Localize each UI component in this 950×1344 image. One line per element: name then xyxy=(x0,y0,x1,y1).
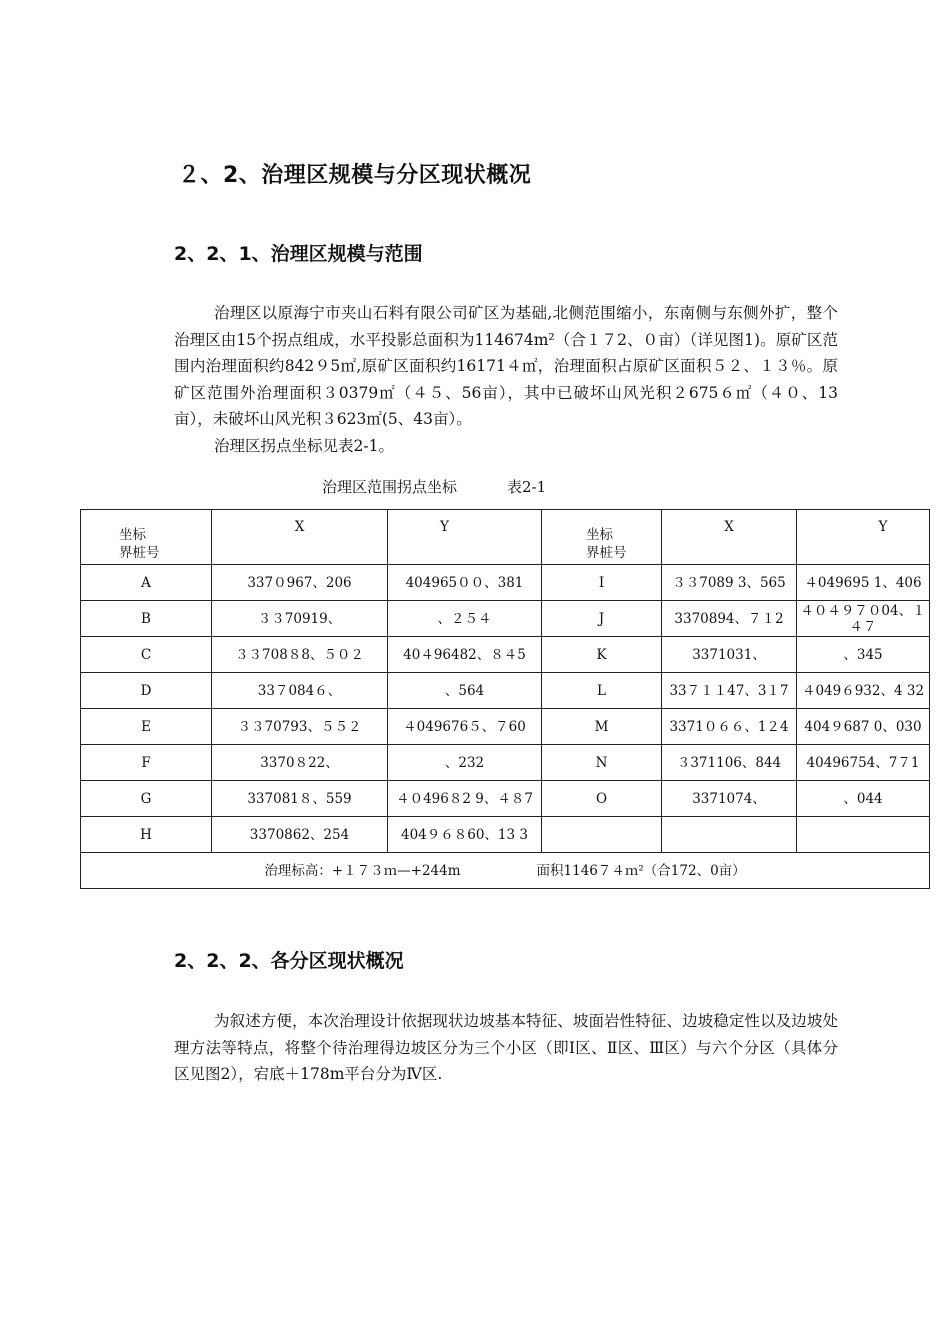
cell-x: ３３70919、 xyxy=(212,601,388,637)
cell-id-2: M xyxy=(542,709,662,745)
table-row xyxy=(81,565,930,601)
table-row xyxy=(81,781,930,817)
cell-x: 3370８22、 xyxy=(212,745,388,781)
cell-id-2: L xyxy=(542,673,662,709)
footer-area: 面积1146７４ｍ²（合172、0亩） xyxy=(536,862,746,879)
cell-id-2: I xyxy=(542,565,662,601)
cell-y-2: ４０４９７０04、１４７ xyxy=(797,601,930,637)
cell-y: 、232 xyxy=(388,745,542,781)
header-marker-label-2: 界桩号 xyxy=(586,545,627,561)
header-marker-col-2 xyxy=(542,510,662,565)
cell-id: G xyxy=(81,781,212,817)
header-y: Y xyxy=(388,510,542,565)
section2-heading: 2、2、2、各分区现状概况 xyxy=(174,950,404,972)
table-row xyxy=(81,673,930,709)
cell-y-2: ４049６932、4 32 xyxy=(797,673,930,709)
cell-y-2: 404９687 0、030 xyxy=(797,709,930,745)
cell-x-2: 3371０６６、1２4 xyxy=(662,709,797,745)
table-footer-row xyxy=(81,853,930,889)
table-row xyxy=(81,817,930,853)
table-caption-title: 治理区范围拐点坐标 xyxy=(322,478,458,496)
cell-y-2 xyxy=(797,817,930,853)
cell-id-2: J xyxy=(542,601,662,637)
table-header-row xyxy=(81,510,930,565)
header-x: X xyxy=(212,510,388,565)
section1-paragraph-2: 治理区拐点坐标见表2-1。 xyxy=(214,436,394,455)
table-footer xyxy=(81,853,930,889)
cell-x-2: ３３7089 3、565 xyxy=(662,565,797,601)
section2-paragraph: 为叙述方便，本次治理设计依据现状边坡基本特征、坡面岩性特征、边坡稳定性以及边坡处理方法等特点，将整个待治理得边坡区分为三个小区（即Ⅰ区、Ⅱ区、Ⅲ区）与六个分区（具体分区见图2），宕底＋178m平台分为Ⅳ区. xyxy=(174,1012,838,1083)
cell-id: A xyxy=(81,565,212,601)
cell-y-2: 、345 xyxy=(797,637,930,673)
cell-x: 3370862、254 xyxy=(212,817,388,853)
cell-y: 40４96482、８４5 xyxy=(388,637,542,673)
header-marker-label: 界桩号 xyxy=(119,545,160,561)
cell-id: C xyxy=(81,637,212,673)
cell-x: ３３70793、５５２ xyxy=(212,709,388,745)
header-marker-col xyxy=(81,510,212,565)
section1-heading: 2、2、1、治理区规模与范围 xyxy=(174,243,423,265)
table-caption xyxy=(322,476,546,497)
cell-y: 404965００、381 xyxy=(388,565,542,601)
cell-id: F xyxy=(81,745,212,781)
cell-x-2: 3371031、 xyxy=(662,637,797,673)
coordinates-table xyxy=(80,509,930,889)
cell-id: H xyxy=(81,817,212,853)
cell-x-2 xyxy=(662,817,797,853)
cell-y: ４０496８2 9、４８7 xyxy=(388,781,542,817)
table-row xyxy=(81,637,930,673)
cell-y: 、２５４ xyxy=(388,601,542,637)
cell-y-2: 、044 xyxy=(797,781,930,817)
cell-id-2: K xyxy=(542,637,662,673)
header-x-2: X xyxy=(662,510,797,565)
header-y-2: Y xyxy=(797,510,930,565)
cell-x-2: ３371106、844 xyxy=(662,745,797,781)
section1-body xyxy=(174,300,838,459)
cell-y: 、564 xyxy=(388,673,542,709)
cell-id: E xyxy=(81,709,212,745)
section1-paragraph: 治理区以原海宁市夹山石料有限公司矿区为基础,北侧范围缩小，东南侧与东侧外扩，整个治理区由15个拐点组成，水平投影总面积为114674m²（合１７2、０亩）（详见图1)。原矿区范围内治理面积约842９5㎡,原矿区面积约16171４㎡，治理面积占原矿区面积５２、１３％。原矿区范围外治理面积３0379㎡（４５、56亩），其中已破坏山风光积２675６㎡（４０、13亩），未破坏山风光积３623㎡(5、43亩）。 xyxy=(174,304,838,428)
section2-body xyxy=(174,1008,838,1088)
cell-x-2: 3370894、７１2 xyxy=(662,601,797,637)
header-coord-label-2: 坐标 xyxy=(586,527,613,543)
cell-x: 337０967、206 xyxy=(212,565,388,601)
cell-id: B xyxy=(81,601,212,637)
cell-id: D xyxy=(81,673,212,709)
cell-id-2 xyxy=(542,817,662,853)
main-heading: ２、2、治理区规模与分区现状概况 xyxy=(178,163,532,188)
cell-y-2: 40496754、7７1 xyxy=(797,745,930,781)
footer-elevation: 治理标高：+１７３ｍ—+244m xyxy=(264,862,461,879)
header-coord-label: 坐标 xyxy=(119,527,146,543)
cell-x-2: 3371074、 xyxy=(662,781,797,817)
cell-x: ３３708８8、５０２ xyxy=(212,637,388,673)
cell-y: 404９６８60、13 3 xyxy=(388,817,542,853)
table-row xyxy=(81,745,930,781)
cell-id-2: O xyxy=(542,781,662,817)
cell-x: 33７084６、 xyxy=(212,673,388,709)
cell-y-2: ４049695 1、406 xyxy=(797,565,930,601)
cell-x: 337081８、559 xyxy=(212,781,388,817)
cell-id-2: N xyxy=(542,745,662,781)
table-row xyxy=(81,709,930,745)
cell-x-2: 33７１１47、3１7 xyxy=(662,673,797,709)
table-row xyxy=(81,601,930,637)
table-caption-label: 表2-1 xyxy=(507,478,547,496)
cell-y: ４049676５、７60 xyxy=(388,709,542,745)
